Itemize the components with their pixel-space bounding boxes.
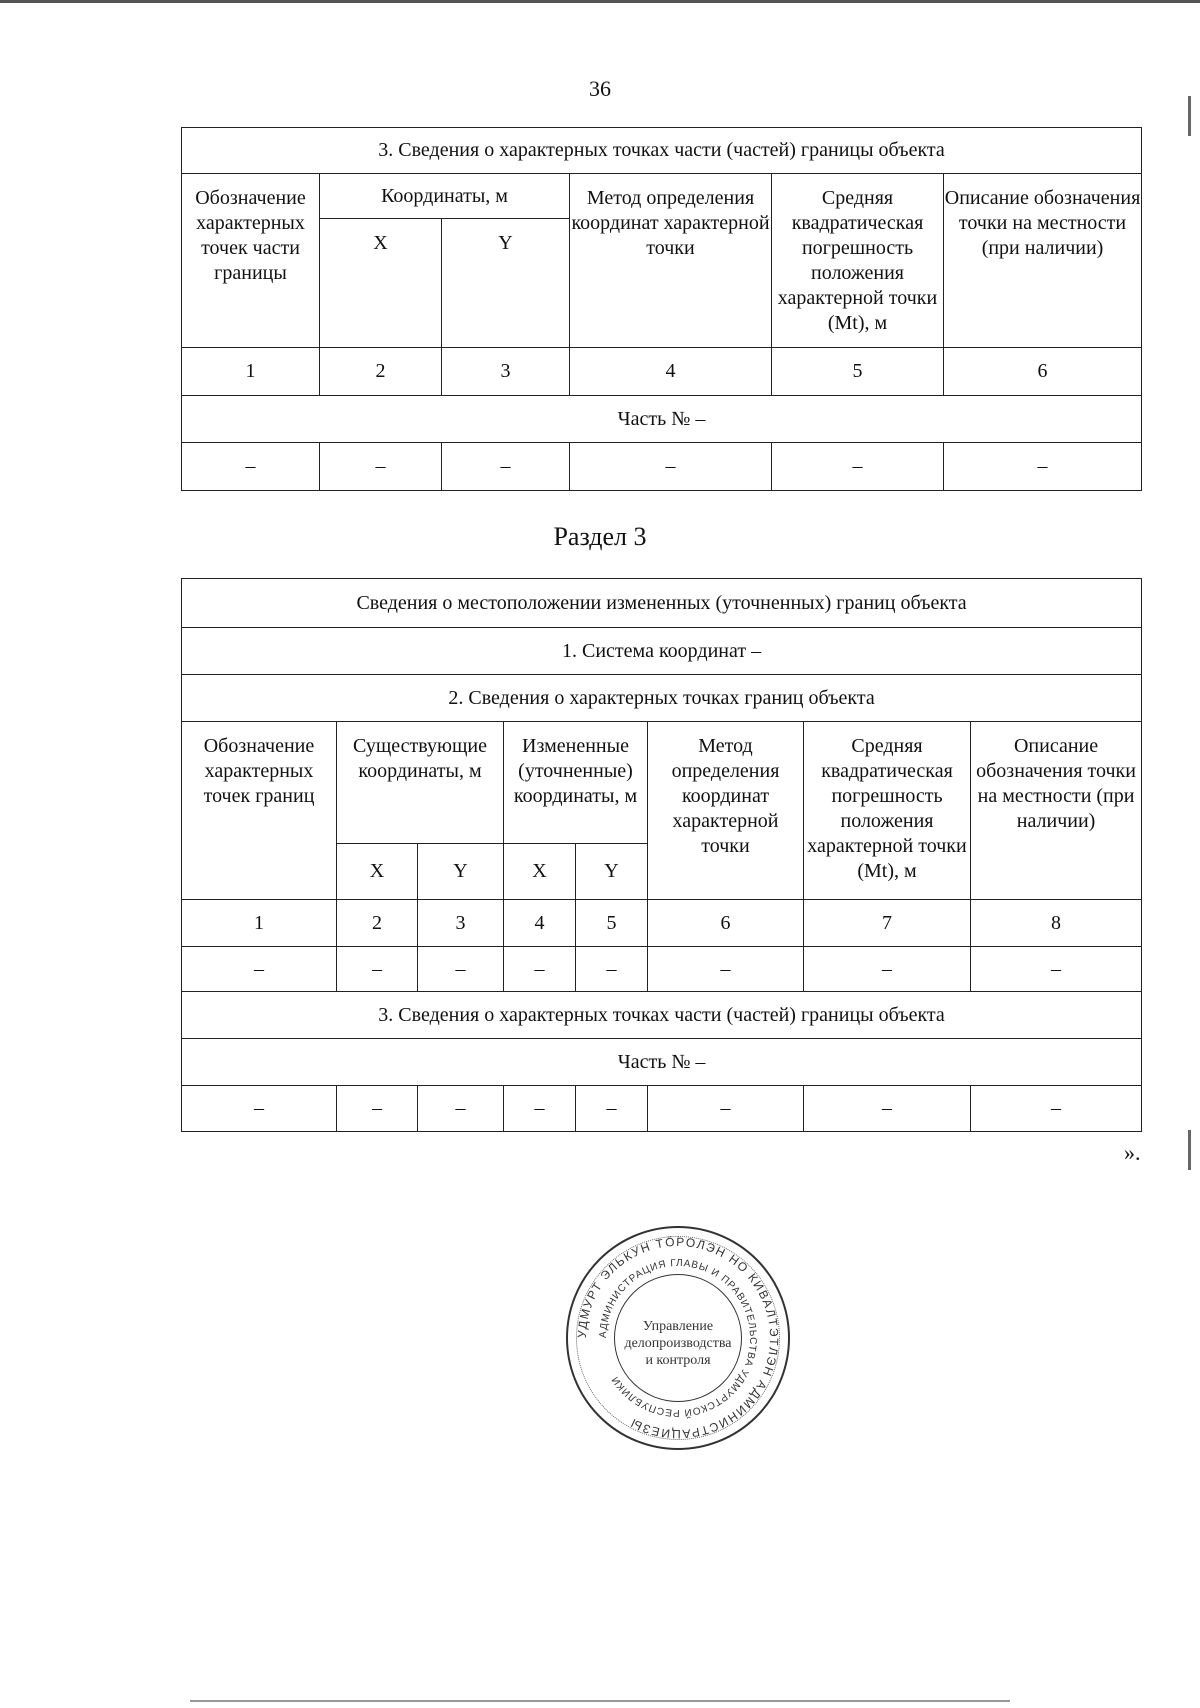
table2-num-cell: 6 [648, 900, 804, 947]
table-changed-boundaries [181, 578, 1142, 1132]
table1-col-error: Средняя квадратическая погрешность положения характерной точки (Mt), м [772, 174, 944, 348]
table1-dash-cell: – [442, 443, 570, 491]
table-part-points [181, 127, 1142, 491]
table2-col-designation: Обозначение характерных точек границ [182, 722, 337, 900]
table2-col-x-existing: X [337, 844, 418, 900]
table1-col-x: X [320, 219, 442, 348]
table2-dash-cell: – [337, 1086, 418, 1132]
section-title: Раздел 3 [553, 522, 647, 551]
table2-num-cell: 4 [504, 900, 576, 947]
table2-dash-cell: – [804, 947, 971, 992]
seal-inner-text: АДМИНИСТРАЦИЯ ГЛАВЫ И ПРАВИТЕЛЬСТВА УДМУРТСКОЙ РЕСПУБЛИКИ [597, 1257, 759, 1419]
table1-title: 3. Сведения о характерных точках части (частей) границы объекта [182, 128, 1142, 174]
table2-dash-cell: – [182, 1086, 337, 1132]
table1-dash-cell: – [320, 443, 442, 491]
table1-dash-cell: – [944, 443, 1142, 491]
closing-quote: ». [1124, 1140, 1141, 1165]
seal-outer-text: УДМУРТ ЭЛЬКУН ТӦРОЛЭН НО КИВАЛТЭТЛЭН АДМИНИСТРАЦИЕЗЫ [574, 1234, 782, 1442]
table2-col-y-existing: Y [418, 844, 504, 900]
table2-num-cell: 3 [418, 900, 504, 947]
table2-col-error: Средняя квадратическая погрешность положения характерной точки (Mt), м [804, 722, 971, 900]
table1-dash-cell: – [570, 443, 772, 491]
table1-col-y: Y [442, 219, 570, 348]
table1-col-designation: Обозначение характерных точек части границы [182, 174, 320, 348]
table2-col-description: Описание обозначения точки на местности (при наличии) [971, 722, 1142, 900]
scan-artifact [1188, 1130, 1191, 1170]
table2-num-cell: 5 [576, 900, 648, 947]
table2-num-cell: 1 [182, 900, 337, 947]
seal-center-text [566, 1318, 790, 1369]
table2-dash-cell: – [576, 1086, 648, 1132]
scan-artifact [1188, 96, 1191, 136]
table2-title: Сведения о местоположении измененных (уточненных) границ объекта [182, 579, 1142, 628]
scan-top-edge [0, 0, 1200, 3]
scan-bottom-edge [190, 1700, 1010, 1702]
table1-part-label: Часть № – [182, 396, 1142, 443]
table2-coord-system: 1. Система координат – [182, 628, 1142, 675]
table1-dash-cell: – [182, 443, 320, 491]
table2-num-cell: 2 [337, 900, 418, 947]
table2-dash-cell: – [182, 947, 337, 992]
table2-dash-cell: – [971, 1086, 1142, 1132]
table2-part-label: Часть № – [182, 1039, 1142, 1086]
table2-num-cell: 7 [804, 900, 971, 947]
table1-num-cell: 2 [320, 348, 442, 396]
seal-center-line: делопроизводства [624, 1336, 732, 1351]
seal-center-line: Управление [642, 1319, 714, 1334]
table2-col-method: Метод определения координат характерной точки [648, 722, 804, 900]
table2-col-changed: Измененные (уточненные) координаты, м [504, 722, 648, 844]
table2-num-cell: 8 [971, 900, 1142, 947]
official-seal [566, 1226, 790, 1450]
table2-dash-cell: – [418, 1086, 504, 1132]
table1-num-cell: 4 [570, 348, 772, 396]
table2-dash-cell: – [576, 947, 648, 992]
table2-dash-cell: – [504, 947, 576, 992]
table1-dash-cell: – [772, 443, 944, 491]
table1-col-coords: Координаты, м [320, 174, 570, 219]
table2-dash-cell: – [418, 947, 504, 992]
table2-dash-cell: – [971, 947, 1142, 992]
table2-dash-cell: – [504, 1086, 576, 1132]
table2-points-title: 2. Сведения о характерных точках границ объекта [182, 675, 1142, 722]
table2-col-x-changed: X [504, 844, 576, 900]
table2-col-y-changed: Y [576, 844, 648, 900]
table2-dash-cell: – [648, 1086, 804, 1132]
table1-col-description: Описание обозначения точки на местности (при наличии) [944, 174, 1142, 348]
table1-col-method: Метод определения координат характерной точки [570, 174, 772, 348]
table2-part-title: 3. Сведения о характерных точках части (частей) границы объекта [182, 992, 1142, 1039]
table1-num-cell: 3 [442, 348, 570, 396]
page-number: 36 [589, 76, 611, 101]
table1-num-cell: 1 [182, 348, 320, 396]
table1-num-cell: 5 [772, 348, 944, 396]
table2-col-existing: Существующие координаты, м [337, 722, 504, 844]
table1-num-cell: 6 [944, 348, 1142, 396]
table2-dash-cell: – [337, 947, 418, 992]
seal-center-line: и контроля [645, 1353, 711, 1368]
table2-dash-cell: – [804, 1086, 971, 1132]
table2-dash-cell: – [648, 947, 804, 992]
